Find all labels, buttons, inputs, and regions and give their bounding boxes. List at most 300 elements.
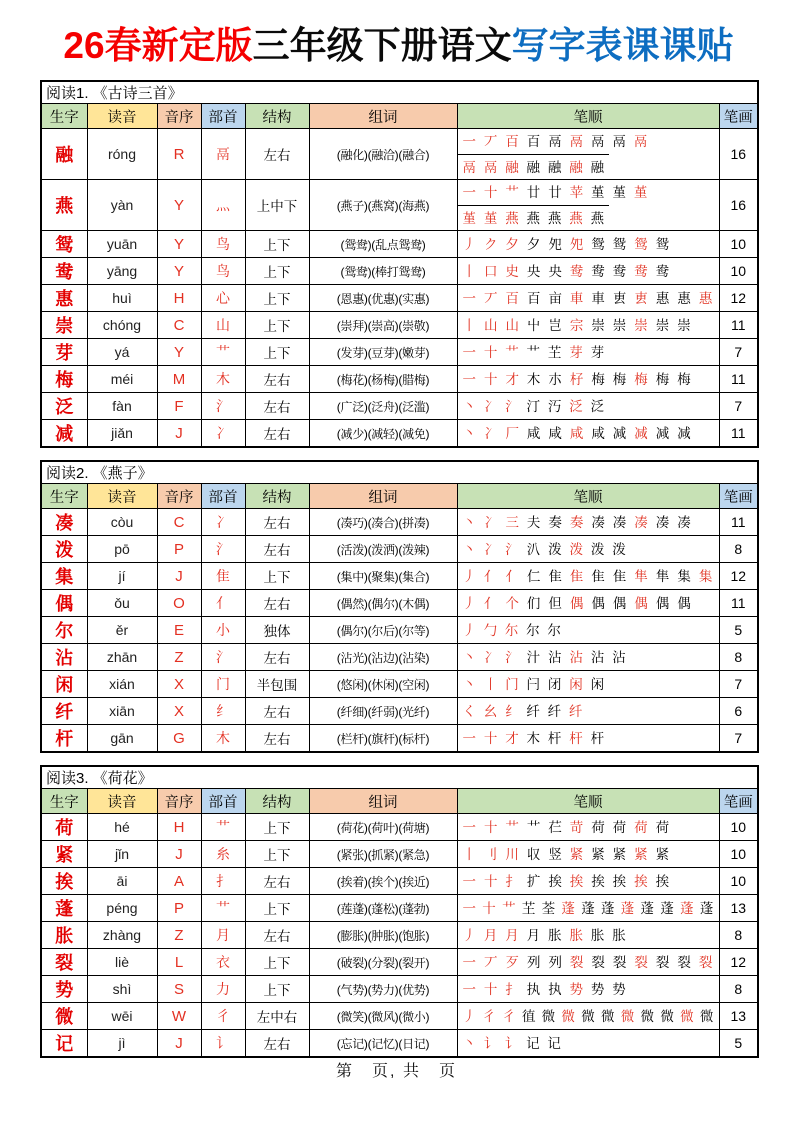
stroke-step-glyph: 鸯 xyxy=(591,263,605,279)
stroke-step-glyph: 一 xyxy=(462,290,476,306)
char-cell: 尔 xyxy=(41,617,87,644)
char-cell: 裂 xyxy=(41,949,87,976)
stroke-step-glyph: 鸯 xyxy=(655,263,670,279)
stroke-count-cell: 16 xyxy=(719,129,758,180)
stroke-order-sequence xyxy=(458,537,631,562)
stroke-step-glyph: 凑 xyxy=(655,514,670,530)
pinyin-cell: huì xyxy=(87,285,157,312)
structure-cell: 左右 xyxy=(245,644,309,671)
char-cell: 胀 xyxy=(41,922,87,949)
stroke-count-cell: 5 xyxy=(719,617,758,644)
stroke-step-glyph: 十 xyxy=(483,730,498,746)
stroke-order-cell xyxy=(457,698,719,725)
stroke-step-glyph: 冫 xyxy=(483,398,498,414)
structure-cell: 左中右 xyxy=(245,1003,309,1030)
stroke-step-glyph: 燕 xyxy=(590,210,605,226)
word-groups-cell: (恩惠)(优惠)(实惠) xyxy=(309,285,457,312)
stroke-step-glyph: 融 xyxy=(569,159,583,175)
stroke-step-glyph: 夕 xyxy=(526,236,541,252)
stroke-order-cell xyxy=(457,366,719,393)
structure-cell: 上下 xyxy=(245,231,309,258)
stroke-order-sequence xyxy=(458,286,718,311)
pinyin-cell: fàn xyxy=(87,393,157,420)
stroke-step-glyph: 百 xyxy=(526,290,541,306)
alphabetical-order-cell: A xyxy=(157,868,201,895)
stroke-step-glyph: 挨 xyxy=(634,873,648,889)
structure-cell: 左右 xyxy=(245,868,309,895)
title-part-grade: 三年级下册语文 xyxy=(252,25,512,66)
stroke-step-glyph: 燕 xyxy=(526,210,541,226)
char-cell: 势 xyxy=(41,976,87,1003)
stroke-step-glyph: 列 xyxy=(548,954,562,970)
stroke-order-sequence xyxy=(458,313,696,338)
stroke-order-cell xyxy=(457,231,719,258)
stroke-step-glyph: 微 xyxy=(680,1008,694,1024)
stroke-step-glyph: 偶 xyxy=(591,595,605,611)
stroke-step-glyph: 列 xyxy=(526,954,541,970)
stroke-step-glyph: く xyxy=(462,703,476,719)
stroke-order-sequence xyxy=(458,950,718,975)
stroke-order-cell xyxy=(457,895,719,922)
stroke-step-glyph: 杆 xyxy=(569,730,583,746)
radical-cell: 氵 xyxy=(201,536,245,563)
stroke-step-glyph: 丶 xyxy=(462,676,476,692)
stroke-step-glyph: 杍 xyxy=(569,371,584,387)
stroke-count-cell: 5 xyxy=(719,1030,758,1058)
stroke-order-cell xyxy=(457,339,719,366)
stroke-step-glyph: 裂 xyxy=(612,954,627,970)
stroke-step-glyph: 氵 xyxy=(505,398,519,414)
char-cell: 崇 xyxy=(41,312,87,339)
character-row xyxy=(41,285,758,312)
stroke-step-glyph: 偶 xyxy=(677,595,691,611)
stroke-count-cell: 11 xyxy=(719,312,758,339)
stroke-step-glyph: 鬲 xyxy=(633,134,648,150)
stroke-count-cell: 13 xyxy=(719,895,758,922)
char-cell: 集 xyxy=(41,563,87,590)
stroke-step-glyph: 但 xyxy=(548,595,562,611)
pinyin-cell: jí xyxy=(87,563,157,590)
alphabetical-order-cell: C xyxy=(157,312,201,339)
word-groups-cell: (悠闲)(休闲)(空闲) xyxy=(309,671,457,698)
stroke-order-sequence xyxy=(458,923,631,948)
stroke-step-glyph: 胀 xyxy=(569,927,583,943)
stroke-step-glyph: 一 xyxy=(462,819,476,835)
stroke-count-cell: 10 xyxy=(719,841,758,868)
stroke-step-glyph: 収 xyxy=(526,846,541,862)
stroke-step-glyph: 奏 xyxy=(569,514,584,530)
stroke-order-sequence xyxy=(458,205,610,230)
stroke-step-glyph: 减 xyxy=(655,425,670,441)
stroke-step-glyph: 凑 xyxy=(634,514,648,530)
character-row xyxy=(41,339,758,366)
structure-cell: 左右 xyxy=(245,366,309,393)
stroke-order-cell xyxy=(457,1003,719,1030)
stroke-step-glyph: 川 xyxy=(505,846,519,862)
alphabetical-order-cell: H xyxy=(157,814,201,841)
word-groups-cell: (集中)(聚集)(集合) xyxy=(309,563,457,590)
stroke-order-sequence xyxy=(458,591,696,616)
stroke-step-glyph: 鸯 xyxy=(569,263,584,279)
stroke-order-cell xyxy=(457,393,719,420)
character-row xyxy=(41,949,758,976)
stroke-step-glyph: 执 xyxy=(526,981,541,997)
alphabetical-order-cell: P xyxy=(157,536,201,563)
stroke-step-glyph: 挨 xyxy=(655,873,670,889)
alphabetical-order-cell: F xyxy=(157,393,201,420)
stroke-step-glyph: 偶 xyxy=(655,595,670,611)
stroke-step-glyph: 朩 xyxy=(548,371,562,387)
lesson-table-section-3 xyxy=(40,765,757,1058)
stroke-step-glyph: 蓬 xyxy=(600,900,615,916)
char-cell: 紧 xyxy=(41,841,87,868)
word-groups-cell: (鸳鸯)(棒打鸳鸯) xyxy=(309,258,457,285)
radical-cell: 亻 xyxy=(201,590,245,617)
stroke-step-glyph: 偶 xyxy=(612,595,627,611)
stroke-step-glyph: 月 xyxy=(483,927,498,943)
stroke-step-glyph: 冫 xyxy=(483,541,498,557)
character-row xyxy=(41,420,758,448)
stroke-step-glyph: 咸 xyxy=(526,425,541,441)
stroke-step-glyph: 丆 xyxy=(483,954,498,970)
stroke-order-sequence xyxy=(458,154,610,179)
pinyin-cell: zhàng xyxy=(87,922,157,949)
stroke-step-glyph: 十 xyxy=(483,344,498,360)
stroke-step-glyph: 艹 xyxy=(505,185,519,201)
stroke-step-glyph: 闲 xyxy=(590,676,605,692)
stroke-order-sequence xyxy=(458,259,675,284)
stroke-step-glyph: 冫 xyxy=(483,514,498,530)
stroke-step-glyph: 燕 xyxy=(547,210,562,226)
stroke-step-glyph: 苛 xyxy=(569,819,584,835)
stroke-step-glyph: 鬲 xyxy=(548,134,562,150)
stroke-step-glyph: 纤 xyxy=(526,703,540,719)
stroke-step-glyph: 们 xyxy=(526,595,541,611)
alphabetical-order-cell: W xyxy=(157,1003,201,1030)
column-header: 生字 xyxy=(41,789,87,814)
stroke-step-glyph: 胀 xyxy=(548,927,562,943)
stroke-order-sequence xyxy=(458,564,718,589)
char-cell: 芽 xyxy=(41,339,87,366)
stroke-step-glyph: 車 xyxy=(591,290,605,306)
stroke-step-glyph: 百 xyxy=(505,290,519,306)
stroke-step-glyph: 梅 xyxy=(677,371,691,387)
char-cell: 泼 xyxy=(41,536,87,563)
word-groups-cell: (发芽)(豆芽)(嫩芽) xyxy=(309,339,457,366)
character-row xyxy=(41,725,758,753)
stroke-step-glyph: 丿 xyxy=(462,595,476,611)
stroke-step-glyph: 亻 xyxy=(483,595,498,611)
stroke-order-sequence xyxy=(458,726,610,751)
stroke-step-glyph: 叀 xyxy=(612,290,627,306)
stroke-step-glyph: 隹 xyxy=(569,568,584,584)
stroke-step-glyph: 惠 xyxy=(698,290,713,306)
column-header: 结构 xyxy=(245,104,309,129)
stroke-step-glyph: 闩 xyxy=(526,676,541,692)
stroke-step-glyph: 隼 xyxy=(655,568,670,584)
character-row xyxy=(41,671,758,698)
stroke-step-glyph: 微 xyxy=(600,1008,615,1024)
stroke-step-glyph: 一 xyxy=(462,134,476,150)
stroke-step-glyph: 减 xyxy=(677,425,691,441)
stroke-step-glyph: 隹 xyxy=(548,568,562,584)
stroke-step-glyph: 鬲 xyxy=(462,159,476,175)
alphabetical-order-cell: X xyxy=(157,698,201,725)
stroke-step-glyph: 惠 xyxy=(677,290,691,306)
stroke-step-glyph: 荃 xyxy=(541,900,556,916)
stroke-count-cell: 10 xyxy=(719,231,758,258)
stroke-step-glyph: 荷 xyxy=(655,819,670,835)
stroke-step-glyph: 扌 xyxy=(505,873,519,889)
word-groups-cell: (栏杆)(旗杆)(标杆) xyxy=(309,725,457,753)
stroke-step-glyph: 凑 xyxy=(677,514,691,530)
stroke-step-glyph: 隼 xyxy=(634,568,648,584)
column-header: 笔画 xyxy=(719,104,758,129)
word-groups-cell: (融化)(融洽)(融合) xyxy=(309,129,457,180)
word-groups-cell: (气势)(势力)(优势) xyxy=(309,976,457,1003)
pinyin-cell: jì xyxy=(87,1030,157,1058)
stroke-order-sequence xyxy=(458,699,588,724)
stroke-order-cell xyxy=(457,285,719,312)
stroke-order-sequence xyxy=(458,510,696,535)
stroke-step-glyph: 艹 xyxy=(502,900,516,916)
stroke-step-glyph: 咸 xyxy=(548,425,562,441)
word-groups-cell: (燕子)(燕窝)(海燕) xyxy=(309,180,457,231)
char-cell: 融 xyxy=(41,129,87,180)
stroke-step-glyph: 月 xyxy=(505,927,519,943)
stroke-order-cell xyxy=(457,868,719,895)
character-row xyxy=(41,1003,758,1030)
stroke-step-glyph: 崇 xyxy=(591,317,605,333)
pinyin-cell: yuān xyxy=(87,231,157,258)
stroke-step-glyph: 一 xyxy=(462,981,476,997)
stroke-step-glyph: 勹 xyxy=(483,622,498,638)
stroke-step-glyph: 岂 xyxy=(548,317,562,333)
stroke-step-glyph: 裂 xyxy=(591,954,605,970)
stroke-step-glyph: 丨 xyxy=(483,676,498,692)
radical-cell: 门 xyxy=(201,671,245,698)
stroke-step-glyph: 凑 xyxy=(612,514,627,530)
alphabetical-order-cell: R xyxy=(157,129,201,180)
stroke-order-cell xyxy=(457,563,719,590)
stroke-step-glyph: 三 xyxy=(505,514,519,530)
word-groups-cell: (忘记)(记忆)(日记) xyxy=(309,1030,457,1058)
character-row xyxy=(41,509,758,536)
stroke-step-glyph: 讠 xyxy=(504,1035,519,1051)
stroke-order-sequence xyxy=(458,896,719,921)
table-caption: 阅读2. 《燕子》 xyxy=(41,461,758,484)
stroke-step-glyph: 崇 xyxy=(612,317,627,333)
stroke-step-glyph: 十 xyxy=(483,873,498,889)
alphabetical-order-cell: C xyxy=(157,509,201,536)
stroke-count-cell: 13 xyxy=(719,1003,758,1030)
stroke-order-cell xyxy=(457,590,719,617)
structure-cell: 上下 xyxy=(245,339,309,366)
stroke-step-glyph: 蓬 xyxy=(699,900,714,916)
structure-cell: 上下 xyxy=(245,841,309,868)
alphabetical-order-cell: Y xyxy=(157,231,201,258)
stroke-step-glyph: 个 xyxy=(505,595,519,611)
pinyin-cell: yá xyxy=(87,339,157,366)
pinyin-cell: xián xyxy=(87,671,157,698)
stroke-step-glyph: 丆 xyxy=(483,134,498,150)
stroke-step-glyph: 口 xyxy=(483,263,498,279)
pinyin-cell: āi xyxy=(87,868,157,895)
stroke-step-glyph: 史 xyxy=(505,263,519,279)
stroke-count-cell: 11 xyxy=(719,590,758,617)
stroke-step-glyph: 堇 xyxy=(483,210,498,226)
table-caption: 阅读1. 《古诗三首》 xyxy=(41,81,758,104)
char-cell: 鸳 xyxy=(41,231,87,258)
character-row xyxy=(41,922,758,949)
stroke-step-glyph: 惠 xyxy=(655,290,670,306)
stroke-step-glyph: 鸯 xyxy=(634,263,648,279)
radical-cell: 灬 xyxy=(201,180,245,231)
character-row xyxy=(41,868,758,895)
alphabetical-order-cell: X xyxy=(157,671,201,698)
stroke-order-cell xyxy=(457,420,719,448)
stroke-step-glyph: 减 xyxy=(612,425,627,441)
pinyin-cell: méi xyxy=(87,366,157,393)
stroke-step-glyph: 仁 xyxy=(526,568,541,584)
character-table xyxy=(40,765,759,1058)
stroke-order-sequence xyxy=(458,1031,566,1056)
stroke-count-cell: 8 xyxy=(719,922,758,949)
radical-cell: 艹 xyxy=(201,339,245,366)
stroke-step-glyph: 蓬 xyxy=(561,900,575,916)
structure-cell: 上中下 xyxy=(245,180,309,231)
character-row xyxy=(41,976,758,1003)
radical-cell: 糸 xyxy=(201,841,245,868)
stroke-step-glyph: 泼 xyxy=(612,541,626,557)
alphabetical-order-cell: M xyxy=(157,366,201,393)
char-cell: 挨 xyxy=(41,868,87,895)
column-header: 结构 xyxy=(245,484,309,509)
character-row xyxy=(41,895,758,922)
stroke-order-sequence xyxy=(458,180,653,205)
word-groups-cell: (崇拜)(崇高)(崇敬) xyxy=(309,312,457,339)
stroke-step-glyph: 融 xyxy=(526,159,541,175)
stroke-step-glyph: 一 xyxy=(462,344,476,360)
column-header: 部首 xyxy=(201,104,245,129)
stroke-count-cell: 10 xyxy=(719,258,758,285)
radical-cell: 月 xyxy=(201,922,245,949)
column-header: 生字 xyxy=(41,484,87,509)
alphabetical-order-cell: Y xyxy=(157,180,201,231)
stroke-step-glyph: 歹 xyxy=(505,954,519,970)
structure-cell: 上下 xyxy=(245,285,309,312)
stroke-step-glyph: 十 xyxy=(483,185,498,201)
radical-cell: 冫 xyxy=(201,509,245,536)
stroke-step-glyph: 夗 xyxy=(569,236,584,252)
stroke-step-glyph: 微 xyxy=(640,1008,655,1024)
stroke-step-glyph: 氵 xyxy=(505,649,519,665)
stroke-step-glyph: 夗 xyxy=(548,236,562,252)
character-row xyxy=(41,312,758,339)
structure-cell: 上下 xyxy=(245,895,309,922)
char-cell: 惠 xyxy=(41,285,87,312)
stroke-step-glyph: 十 xyxy=(482,900,496,916)
stroke-order-cell xyxy=(457,841,719,868)
pinyin-cell: jǐn xyxy=(87,841,157,868)
character-row xyxy=(41,841,758,868)
stroke-step-glyph: 挨 xyxy=(612,873,627,889)
stroke-step-glyph: 微 xyxy=(561,1008,575,1024)
stroke-step-glyph: 亻 xyxy=(505,568,519,584)
char-cell: 鸯 xyxy=(41,258,87,285)
stroke-step-glyph: 廿 xyxy=(526,185,541,201)
stroke-order-sequence xyxy=(458,815,675,840)
stroke-step-glyph: 鸯 xyxy=(612,263,627,279)
stroke-step-glyph: 十 xyxy=(483,371,498,387)
stroke-step-glyph: 艹 xyxy=(505,819,519,835)
stroke-step-glyph: 丿 xyxy=(462,622,476,638)
column-header: 笔顺 xyxy=(457,104,719,129)
stroke-step-glyph: 杆 xyxy=(590,730,605,746)
character-table xyxy=(40,460,759,753)
stroke-step-glyph: 裂 xyxy=(655,954,670,970)
stroke-step-glyph: 泼 xyxy=(569,541,583,557)
stroke-step-glyph: 荷 xyxy=(591,819,605,835)
stroke-step-glyph: 融 xyxy=(547,159,562,175)
stroke-step-glyph: 微 xyxy=(660,1008,674,1024)
stroke-step-glyph: 徝 xyxy=(521,1008,536,1024)
char-cell: 沾 xyxy=(41,644,87,671)
stroke-step-glyph: 亻 xyxy=(483,568,498,584)
stroke-step-glyph: 艹 xyxy=(526,819,541,835)
column-header: 结构 xyxy=(245,789,309,814)
stroke-step-glyph: 丶 xyxy=(462,425,476,441)
stroke-order-cell xyxy=(457,922,719,949)
column-header: 笔顺 xyxy=(457,484,719,509)
stroke-step-glyph: 崇 xyxy=(655,317,670,333)
stroke-step-glyph: 夫 xyxy=(526,514,541,530)
radical-cell: 木 xyxy=(201,725,245,753)
stroke-step-glyph: 鸳 xyxy=(634,236,648,252)
stroke-step-glyph: 艹 xyxy=(505,344,519,360)
character-row xyxy=(41,814,758,841)
stroke-step-glyph: 丶 xyxy=(462,1035,476,1051)
stroke-step-glyph: 丿 xyxy=(462,568,476,584)
stroke-step-glyph: 蓬 xyxy=(680,900,694,916)
stroke-step-glyph: 闭 xyxy=(547,676,562,692)
word-groups-cell: (偶然)(偶尔)(木偶) xyxy=(309,590,457,617)
stroke-step-glyph: 扌 xyxy=(505,981,519,997)
structure-cell: 左右 xyxy=(245,536,309,563)
stroke-step-glyph: 蓬 xyxy=(620,900,635,916)
char-cell: 偶 xyxy=(41,590,87,617)
stroke-step-glyph: 氵 xyxy=(505,541,519,557)
column-header: 读音 xyxy=(87,104,157,129)
stroke-count-cell: 12 xyxy=(719,949,758,976)
pinyin-cell: gān xyxy=(87,725,157,753)
stroke-order-cell xyxy=(457,258,719,285)
stroke-step-glyph: 山 xyxy=(483,317,498,333)
word-groups-cell: (偶尔)(尔后)(尔等) xyxy=(309,617,457,644)
word-groups-cell: (凑巧)(凑合)(拼凑) xyxy=(309,509,457,536)
structure-cell: 上下 xyxy=(245,814,309,841)
stroke-step-glyph: 丶 xyxy=(462,541,476,557)
stroke-step-glyph: 梅 xyxy=(634,371,648,387)
stroke-count-cell: 8 xyxy=(719,976,758,1003)
pinyin-cell: còu xyxy=(87,509,157,536)
pinyin-cell: péng xyxy=(87,895,157,922)
column-header: 组词 xyxy=(309,104,457,129)
stroke-count-cell: 6 xyxy=(719,698,758,725)
stroke-order-cell xyxy=(457,949,719,976)
char-cell: 记 xyxy=(41,1030,87,1058)
word-groups-cell: (荷花)(荷叶)(荷塘) xyxy=(309,814,457,841)
